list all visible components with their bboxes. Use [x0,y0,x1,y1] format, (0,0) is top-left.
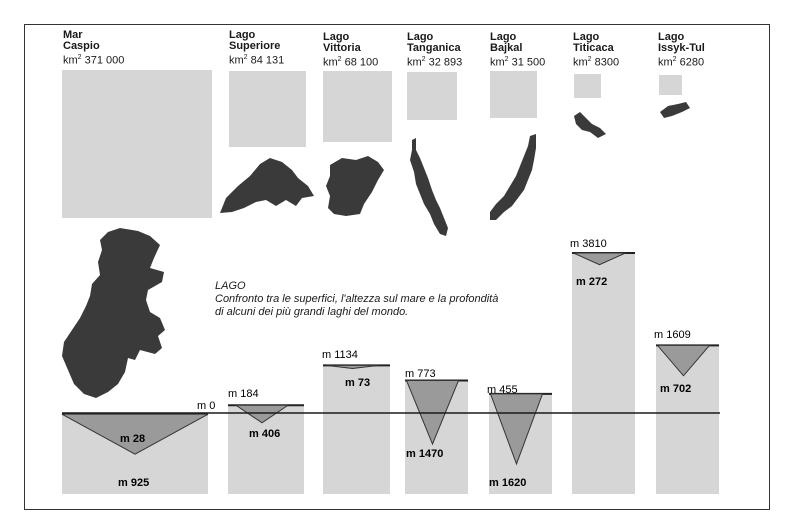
elevation-label-tanganica: m 773 [405,368,436,380]
elevation-label-caspio: m 28 [120,433,146,445]
lake-label-titicaca: Lago Titicaca $km^2$ 8300 [573,31,620,69]
elevation-label-titicaca: m 3810 [570,238,607,250]
area-square-issyk-tul [659,75,682,95]
lake-label-issyk-tul: Lago Issyk-Tul $km^2$ 6280 [658,31,705,69]
water-column-titicaca [572,253,635,494]
lake-label-caspio: Mar Caspio $km^2$ 371 000 [63,29,125,67]
depth-label-bajkal: m 1620 [489,477,527,489]
area-square-caspio [62,70,212,218]
lake-shape-bajkal [490,134,536,220]
area-square-superiore [229,71,306,147]
elevation-label-vittoria: m 1134 [322,349,358,361]
depth-label-superiore: m 406 [249,428,281,440]
lake-shape-tanganica [410,138,448,236]
depth-label-vittoria: m 73 [345,377,371,389]
area-square-titicaca [574,74,601,98]
caption-line-2: di alcuni dei più grandi laghi del mondo. [215,306,409,318]
lake-label-vittoria: Lago Vittoria $km^2$ 68 100 [323,31,379,69]
profiles [62,253,719,494]
lake-shape-issyk-tul [660,102,690,118]
area-square-vittoria [323,71,392,142]
depth-label-caspio: m 925 [118,477,150,489]
area-squares [62,70,682,218]
depth-label-titicaca: m 272 [576,276,608,288]
lake-label-tanganica: Lago Tanganica $km^2$ 32 893 [407,31,463,69]
area-square-bajkal [490,71,537,118]
lake-shape-caspio [62,228,165,398]
caption-title: LAGO [215,280,246,292]
depth-label-tanganica: m 1470 [406,448,444,460]
lake-label-bajkal: Lago Bajkal $km^2$ 31 500 [490,31,546,69]
area-square-tanganica [407,72,457,120]
lake-label-superiore: Lago Superiore $km^2$ 84 131 [229,29,285,67]
caption-line-1: Confronto tra le superfici, l'altezza sul mare e la profondità [215,293,499,305]
elevation-label-bajkal: m 455 [487,384,518,396]
depth-label-issyk-tul: m 702 [660,383,692,395]
sea-level-label: m 0 [197,400,216,412]
elevation-label-issyk-tul: m 1609 [654,329,691,341]
lake-shape-titicaca [574,112,606,138]
elevation-label-superiore: m 184 [228,388,259,400]
lake-shape-vittoria [326,156,384,216]
lake-shape-superiore [220,158,314,213]
